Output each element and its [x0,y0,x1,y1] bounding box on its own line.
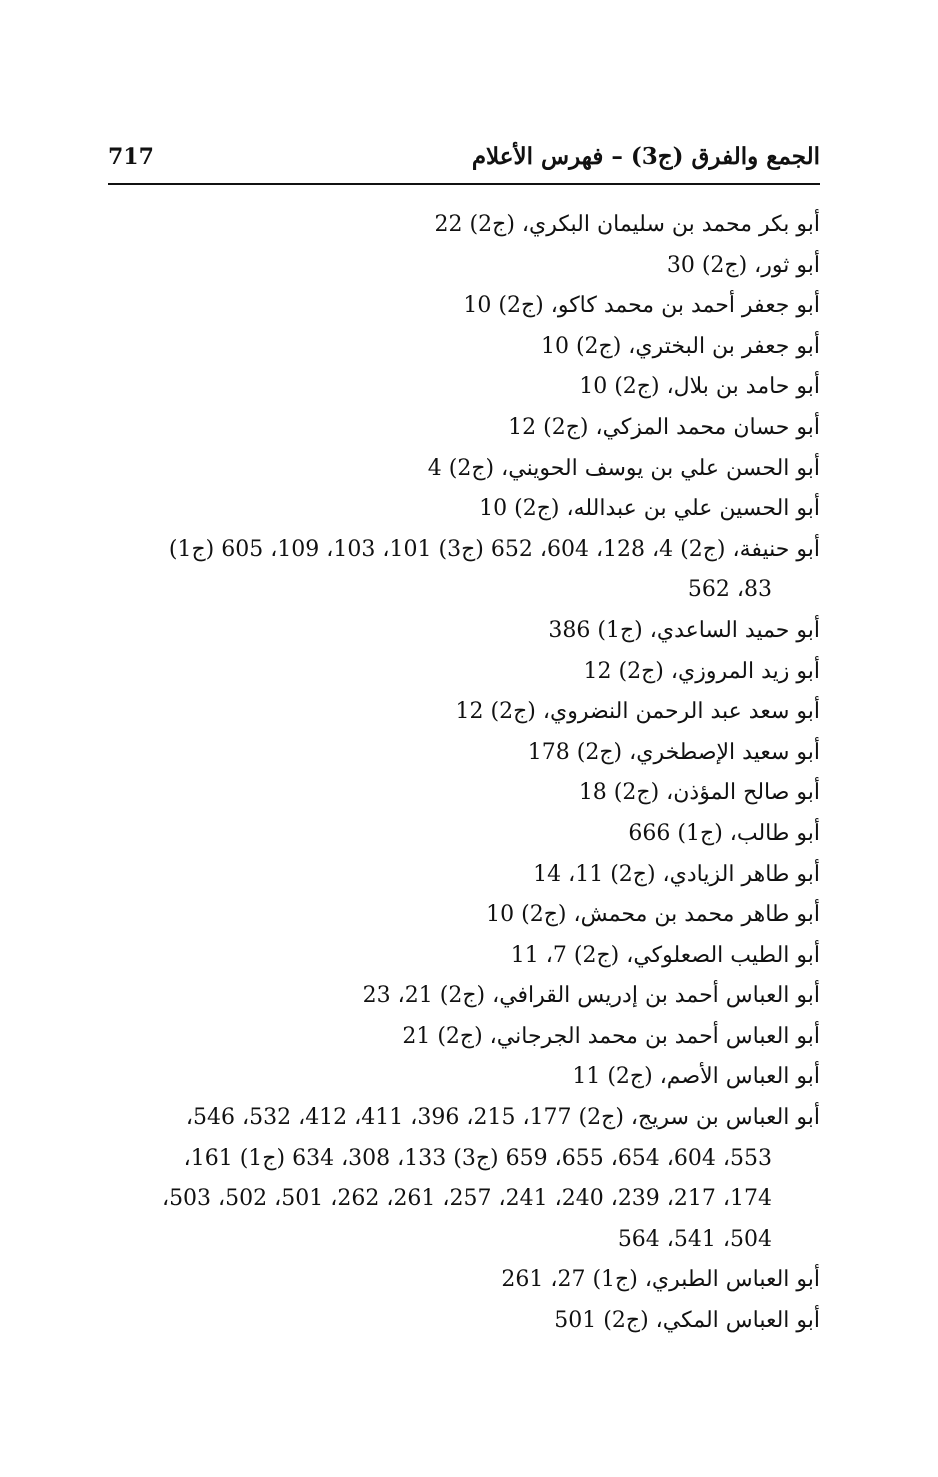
index-entry-text: أبو حامد بن بلال، (ج2) 10 [579,374,820,400]
index-entry [108,1260,820,1301]
header-title: الجمع والفرق (ج3) – فهرس الأعلام [471,143,820,170]
index-entry [108,1098,820,1260]
index-entry [108,367,820,408]
index-entry [108,773,820,814]
page-header [108,143,820,185]
index-entry [108,246,820,287]
index-entry-text: أبو العباس المكي، (ج2) 501 [554,1308,820,1334]
index-entry [108,733,820,774]
index-entry [108,692,820,733]
index-entry [108,976,820,1017]
index-entry [108,611,820,652]
index-entry [108,286,820,327]
page-number: 717 [108,144,154,170]
index-entry [108,814,820,855]
index-entry-text: أبو الطيب الصعلوكي، (ج2) 7، 11 [510,942,820,968]
index-entry-text: أبو حسان محمد المزكي، (ج2) 12 [508,414,820,440]
index-entry-text: أبو سعد عبد الرحمن النضروي، (ج2) 12 [455,699,820,725]
index-entry-text: أبو سعيد الإصطخري، (ج2) 178 [527,739,820,765]
index-entry-text: أبو العباس أحمد بن محمد الجرجاني، (ج2) 21 [402,1023,820,1049]
index-entry [108,936,820,977]
index-entry-text: أبو جعفر أحمد بن محمد كاكو، (ج2) 10 [463,293,820,319]
index-entry [108,1057,820,1098]
index-list [108,205,820,1342]
index-entry-text: أبو حنيفة، (ج2) 4، 128، 604، 652 (ج3) 101، 103، 109، 605 (ج1) [168,536,820,562]
index-entry-text: أبو جعفر بن البختري، (ج2) 10 [540,333,820,359]
index-entry-text: أبو العباس الأصم، (ج2) 11 [572,1064,820,1090]
index-entry-continuation: 504، 541، 564 [617,1226,772,1252]
index-entry-text: أبو بكر محمد بن سليمان البكري، (ج2) 22 [434,212,820,237]
index-entry-continuation: 83، 562 [687,577,772,603]
index-entry-text: أبو الحسن علي بن يوسف الحويني، (ج2) 4 [427,455,820,481]
index-entry [108,327,820,368]
index-entry-text: أبو ثور، (ج2) 30 [666,252,820,278]
index-entry-continuation: 553، 604، 654، 655، 659 (ج3) 133، 308، 634 (ج1) 161، [183,1145,772,1171]
index-entry-text: أبو العباس بن سريج، (ج2) 177، 215، 396، 411، 412، 532، 546، [185,1105,820,1131]
index-entry-text: أبو طالب، (ج1) 666 [628,820,820,846]
index-entry-text: أبو العباس أحمد بن إدريس القرافي، (ج2) 21، 23 [362,983,820,1009]
index-entry-text: أبو صالح المؤذن، (ج2) 18 [578,780,820,806]
index-entry [108,652,820,693]
index-entry-text: أبو طاهر محمد بن محمش، (ج2) 10 [486,902,820,928]
index-entry [108,895,820,936]
index-entry [108,1301,820,1342]
index-entry-text: أبو العباس الطبري، (ج1) 27، 261 [501,1267,820,1293]
index-entry-text: أبو حميد الساعدي، (ج1) 386 [548,617,820,643]
index-entry [108,489,820,530]
index-entry [108,1017,820,1058]
index-entry-text: أبو الحسين علي بن عبدالله، (ج2) 10 [479,496,820,522]
index-entry-continuation: 174، 217، 239، 240، 241، 257، 261، 262، 501، 502، 503، [161,1186,772,1212]
index-entry-text: أبو طاهر الزيادي، (ج2) 11، 14 [533,861,820,887]
index-entry [108,449,820,490]
index-entry [108,408,820,449]
index-entry [108,205,820,246]
index-entry [108,855,820,896]
index-entry [108,530,820,611]
index-entry-text: أبو زيد المروزي، (ج2) 12 [583,658,820,684]
